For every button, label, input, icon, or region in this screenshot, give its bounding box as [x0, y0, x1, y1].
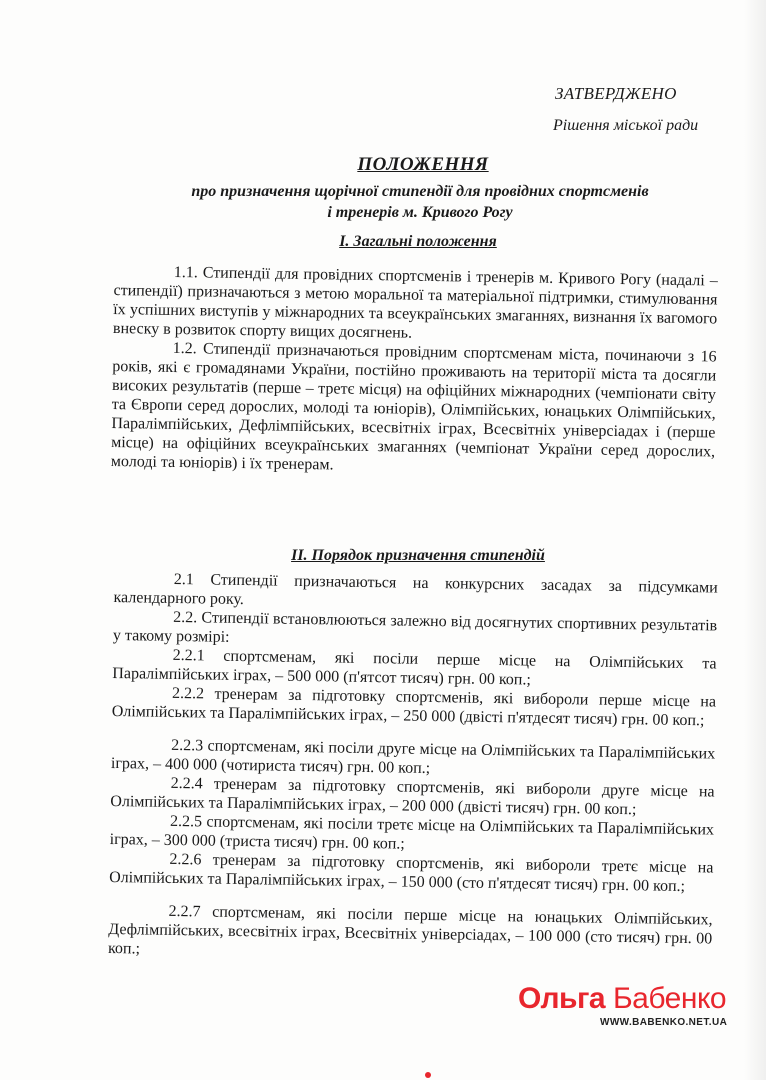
approval-stamp-text: ЗАТВЕРДЖЕНО	[555, 84, 677, 103]
paragraph-2-1: 2.1 Стипендії призначаються на конкурсних засадах за підсумками календарного року.	[113, 570, 718, 609]
paragraph-2-2-3: 2.2.3 спортсменам, які посіли друге місце на Олімпійських та Паралімпійських іграх, – 400 000 (чотириста тисяч) грн. 00 коп.;	[110, 736, 716, 777]
document-subtitle	[0, 181, 766, 223]
paragraph-2-2-2: 2.2.2 тренерам за підготовку спортсменів, які вибороли перше місце на Олімпійських та Паралімпійських іграх, – 250 000 (двісті п'ятдесят тисяч) грн. 00 коп.;	[111, 684, 717, 730]
paragraph-2-2: 2.2. Стипендії встановлюються залежно від досягнутих спортивних результатів у такому розмірі:	[112, 608, 718, 646]
watermark-author	[518, 982, 726, 1016]
section-1-heading: І. Загальні положення	[339, 233, 497, 250]
subtitle-line-2: і тренерів м. Кривого Рогу	[327, 204, 513, 221]
paragraph-2-2-4: 2.2.4 тренерам за підготовку спортсменів, які вибороли друге місце на Олімпійських та Паралімпійських іграх, – 200 000 (двісті тисяч) грн. 00 коп.;	[110, 774, 715, 819]
paragraph-1-2: 1.2. Стипендії призначаються провідним спортсменам міста, починаючи з 16 років, які є громадянами України, постійно проживають на території міста та досягли високих результатів (перше – третє місця) на офіційних міжнародних (чемпіонати світу та Європи серед дорослих, молоді та юніорів), Олімпійських, юнацьких Олімпійських, Паралімпійських, Дефлімпійських, всесвітніх іграх, Всесвітніх універсіадах і (перше місце) на офіційних всеукраїнських змаганнях (чемпіонат України серед дорослих, молоді та юніорів) і їх тренерам.	[110, 339, 717, 474]
paragraph-2-2-7: 2.2.7 спортсменам, які посіли перше місце на юнацьких Олімпійських, Дефлімпійських, всесвітніх іграх, Всесвітніх універсіадах, – 100 000 (сто тисяч) грн. 00 коп.;	[107, 902, 713, 958]
paragraph-2-2-6: 2.2.6 тренерам за підготовку спортсменів, які вибороли третє місце на Олімпійських та Паралімпійських іграх, – 150 000 (сто п'ятдесят тисяч) грн. 00 коп.;	[109, 850, 714, 896]
scan-artifact-dot	[425, 1072, 431, 1078]
section-2-body	[108, 569, 718, 967]
paragraph-1-1: 1.1. Стипендії для провідних спортсменів і тренерів м. Кривого Рогу (надалі – стипендії) призначаються з метою моральної та матеріальної підтримки, стимулювання їх успішних виступів у міжнародних та всеукраїнських змаганнях, визнання їх вагомого внеску в розвиток спорту вищих досягнень.	[112, 263, 718, 342]
section-2-heading: ІІ. Порядок призначення стипендій	[291, 547, 545, 564]
approval-authority: Рішення міської ради	[553, 117, 699, 134]
watermark-first-name: Ольга	[518, 982, 606, 1015]
section-1-body	[111, 262, 718, 480]
document-title: ПОЛОЖЕННЯ	[357, 154, 489, 175]
paragraph-2-2-5: 2.2.5 спортсменам, які посіли третє місце на Олімпійських та Паралімпійських іграх, – 300 000 (триста тисяч) грн. 00 коп.;	[109, 812, 715, 853]
watermark-url: WWW.BABENKO.NET.UA	[600, 1017, 728, 1028]
watermark-last-name: Бабенко	[612, 982, 727, 1015]
paragraph-2-2-1: 2.2.1 спортсменам, які посіли перше місце на Олімпійських та Паралімпійських іграх, – 500 000 (п'ятсот тисяч) грн. 00 коп.;	[112, 646, 717, 689]
subtitle-line-1: про призначення щорічної стипендії для провідних спортсменів	[191, 183, 649, 200]
